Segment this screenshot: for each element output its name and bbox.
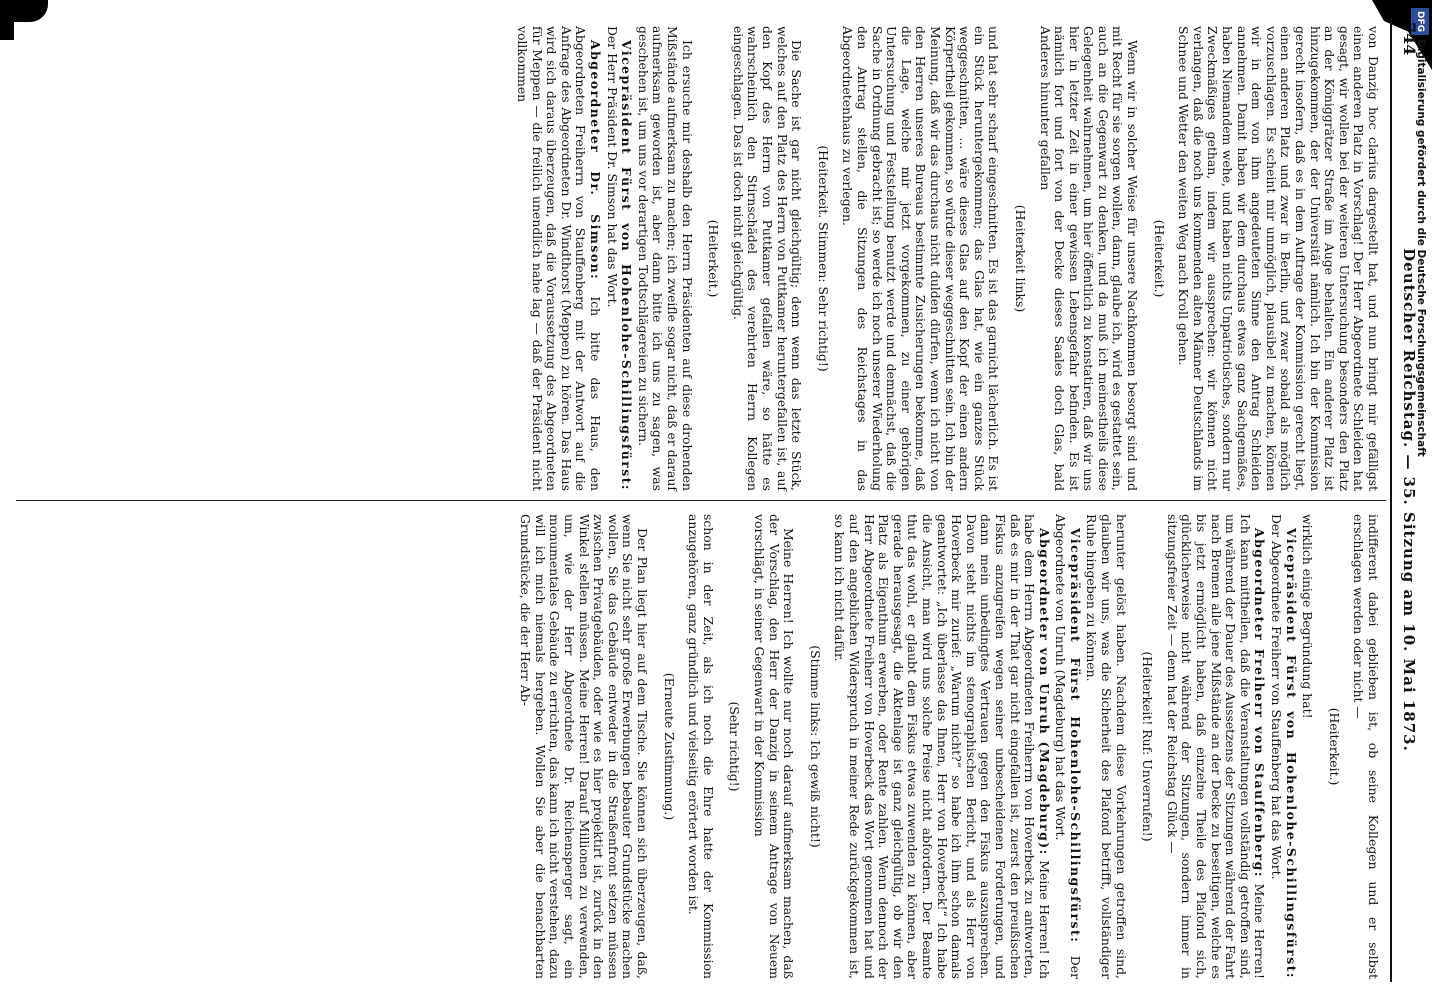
paragraph: schon in der Zeit, als ich noch die Ehre hatte der Kommission anzugehören, ganz gründlich und vielseitig erörtert worden ist. [686, 514, 716, 979]
speech-text: Meine Herren! Ich kann mittheilen, daß die Veranstaltungen vollständig getroffen sind, um während der Dauer des Aussetzens der Sitzungen während der Fahrt nach Bremen alle jene Mißstände an der Decke zu beseitigen, welche es bis jetzt ermöglicht haben, daß einzelne Theile des Plafond sich, glücklicherweise nicht während der Sitzungen, sondern immer in sitzungsfreier Zeit — denn hat der Reichstag Glück — [1164, 514, 1268, 979]
speaker-name: Abgeordneter von Unruh (Magdeburg): [1036, 528, 1052, 856]
stage-direction: (Heiterkeit.) [1326, 707, 1342, 786]
speaker-paragraph [604, 26, 633, 491]
stage-direction: (Erneute Zustimmung.) [661, 672, 677, 821]
speech-text: Der Abgeordnete von Unruh (Magdeburg) hat das Wort. [1053, 514, 1083, 979]
speaker-paragraph [1053, 514, 1082, 979]
stage-direction: (Stimme links: Ich gewiß nicht!) [807, 645, 823, 848]
speaker-paragraph [515, 26, 603, 491]
stage-direction: (Heiterkeit.) [706, 219, 722, 298]
header-rule [1390, 18, 1392, 982]
stage-direction: (Sehr richtig!) [727, 701, 743, 792]
dfg-logo: DFG [1411, 8, 1429, 35]
speaker-name: Vicepräsident Fürst von Hohenlohe-Schillingsfürst: [1283, 528, 1299, 979]
speaker-paragraph [1268, 514, 1297, 979]
stage-direction: (Heiterkeit links) [1012, 204, 1028, 313]
left-column [513, 26, 1380, 491]
speaker-name: Abgeordneter Dr. Simson: [588, 40, 604, 281]
speech-text: Der Herr Präsident Dr. Simson hat das Wort. [604, 26, 620, 308]
speaker-paragraph [832, 514, 1051, 979]
speaker-name: Abgeordneter Freiherr von Stauffenberg: [1252, 528, 1268, 878]
paragraph: und hat sehr scharf eingeschnitten. Es ist das garnicht lächerlich. Es ist ein Stück heruntergekommen; das Glas hat, wie ein ganzes Stück weggeschnitten, ... wäre dieses Glas auf den Kopf der einen andern Körpertheil gekommen, so würde dieser weggeschnitten sein. Ich bin der Meinung, daß wir das durchaus nicht dulden dürfen, wenn ich nicht von den Herren unseres Bureaus bestimmte Zusicherungen bekomme, daß die Lage, welche mir jetzt vorgekommen, zu einer gehörigen Untersuchung und Feststellung benutzt werde und demnächst, daß die Sache in Ordnung gebracht ist; so werde ich noch unserer Wiederholung den Antrag stellen, die Sitzungen des Reichstages in das Abgeordnetenhaus zu verlegen. [840, 26, 1002, 491]
speech-text: Ich bitte das Haus, den Abgeordneten Freiherrn von Stauffenberg mit der Antwort auf die Anfrage des Abgeordneten Dr. Windthorst (Meppen) zu hören. Das Haus wird sich daraus überzeugen, daß die Voraussetzung des Abgeordneten für Meppen — die freilich unendlich nahe lag — daß der Präsident nicht vollkommen [515, 26, 604, 491]
speech-text: Meine Herren! Ich habe dem Herrn Abgeordneten Freiherrn von Hoverbeck zu antworten, daß es mir in der That gar nicht eingefallen ist, zuerst den preußischen Fiskus anzugreifen wegen seiner unbescheidenen Forderungen, und dann mein unbedingtes Vertrauen gegen den Fiskus auszusprechen. Davon steht nichts im stenographischen Bericht, und als Herr von Hoverbeck mir zurief: „Warum nicht?“ so habe ich ihm schon damals geantwortet: „Ich überlasse das Ihnen, Herr von Hoverbeck!“ Ich habe die Ansicht, man wird uns solche Preise nicht abfordern. Der Beamte thut das wohl, er glaubt dem Fiskus etwas zuwenden zu können, aber gerade herausgesagt, die Aktenlage ist ganz gleichgültig, ob wir den Platz als Eigenthum erwerben, oder Rente zahlen. Wenn dennoch der Herr Abgeordnete Freiherr von Hoverbeck das Wort genommen hat und auf den angeblichen Widerspruch in meiner Rede zurückgekommen ist, so kann ich nicht dafür. [832, 514, 1052, 979]
digitization-note-text: Digitalisierung gefördert durch die Deutsche Forschungsgemeinschaft [1415, 39, 1427, 457]
speech-text: Der Abgeordnete Freiherr von Stauffenberg hat das Wort. [1269, 514, 1285, 880]
stage-direction: (Heiterkeit.) [1151, 219, 1167, 298]
paragraph: Der Plan liegt hier auf dem Tische. Sie können sich überzeugen, daß, wenn Sie nicht sehr große Erwerbungen bebauter Grundstücke machen wollen, Sie das Gebäude entweder in die Straßenfront setzen müssen zwischen Privatgebäuden, oder wie es hier projektirt ist, zurück in den Winkel stellen müssen. Meine Herren! Darauf Millionen zu verwenden, um, wie der Herr Abgeordnete Dr. Reichensperger sagt, ein monumentales Gebäude zu errichten, das kann ich nicht verstehen, dazu will ich mich niemals hergeben. Wollen Sie aber die benachbarten Grundstücke, die der Herr Ab- [518, 514, 651, 979]
page-number: 744 [1400, 22, 1419, 56]
paragraph: von Danzig hoc clarius dargestellt hat, und nun bringt mir gefälligst einen anderen Platz in Vorschlag! Der Herr Abgeordnete Schleiden hat gesagt, wir wollen bei der weiteren Untersuchung besonders den Platz an der Königgrätzer Straße im Auge behalten. Ein anderer Platz ist hinzugekommen, der der Universität nämlich. Ich bin der Kommission gerecht insofern, daß es in dem Auftrage der Kommission gerecht liegt, einen anderen Platz und zwar in Berlin, und zwar sobald als möglich vorzuschlagen. Es scheint mir unmöglich, plausibel zu machen, können wir in dem von ihm angedeuteten Sinne den Antrag Schleiden annehmen. Damit haben wir dem durchaus etwas ganz Sachgemäßes, haben Niemandem wehe, und haben nichts Unpatriotisches, sondern nur Zweckmäßiges gethan, indem wir aussprechen: wir können nicht verlangen, daß die noch uns kommenden alten Männer Deutschlands im Schnee und Wetter den weiten Weg nach Kroll gehen. [1176, 26, 1381, 491]
paragraph: Wenn wir in solcher Weise für unsere Nachkommen besorgt sind und mit Recht für sie sorgen wollen, dann, glaube ich, wird es gestattet sein, auch an die Gegenwart zu denken, und da muß ich meinestheils diese Gelegenheit wahrnehmen, um hier öffentlich zu konstatiren, daß wir uns hier in letzter Zeit in einer gewissen Lebensgefahr befinden. Es ist nämlich fort und fort von der Decke dieses Saales doch Glas, bald Anderes hinunter gefallen [1037, 26, 1141, 491]
speaker-paragraph [1164, 514, 1266, 979]
paragraph: Die Sache ist gar nicht gleichgültig; denn wenn das letzte Stück, welches auf den Platz des Herrn von Puttkamer heruntergefallen ist, auf den Kopf des Herrn von Puttkamer gefallen wäre, so hätte es wahrscheinlich den Stirnschädel des verehrten Herrn Kollegen eingeschlagen. Das ist doch nicht gleichgültig. [730, 26, 805, 491]
speaker-name: Vicepräsident Fürst Hohenlohe-Schillingsfürst: [1067, 528, 1083, 944]
right-column [516, 514, 1380, 979]
paragraph: herunter gelöst haben. Nachdem diese Vorkehrungen getroffen sind, glauben wir uns, was die Sicherheit des Plafond betrifft, vollständiger Ruhe hingeben zu können. [1084, 514, 1129, 979]
speaker-name: Vicepräsident Fürst von Hohenlohe-Schillingsfürst: [619, 40, 635, 491]
stage-direction: (Heiterkeit. Stimmen: Sehr richtig!) [815, 145, 831, 372]
column-divider [16, 500, 1386, 501]
paragraph: Ich ersuche mir deshalb den Herrn Präsidenten auf diese drohenden Mißstände aufmerksam zu machen; ich zweifle sogar nicht, daß er darauf aufmerksam geworden ist, aber dann bitte ich uns zu sagen, was geschehen ist, um uns vor derartigen Todtschlägereien zu sichern. [635, 26, 695, 491]
paragraph: Meine Herren! Ich wollte nur noch darauf aufmerksam machen, daß der Vorschlag, den Herr der Danzig in seinem Antrage von Neuem vorschlägt, in seiner Gegenwart in der Kommission [752, 514, 797, 979]
paragraph: wirklich einige Begründung hat! [1300, 514, 1316, 719]
stage-direction: (Heiterkeit! Ruf: Unverrufen!) [1140, 651, 1156, 842]
paragraph: indifferent dabei geblieben ist, ob seine Kollegen und er selbst erschlagen werden oder nicht — [1351, 514, 1381, 979]
running-title: Deutscher Reichstag. — 35. Sitzung am 10. Mai 1873. [1400, 248, 1418, 752]
